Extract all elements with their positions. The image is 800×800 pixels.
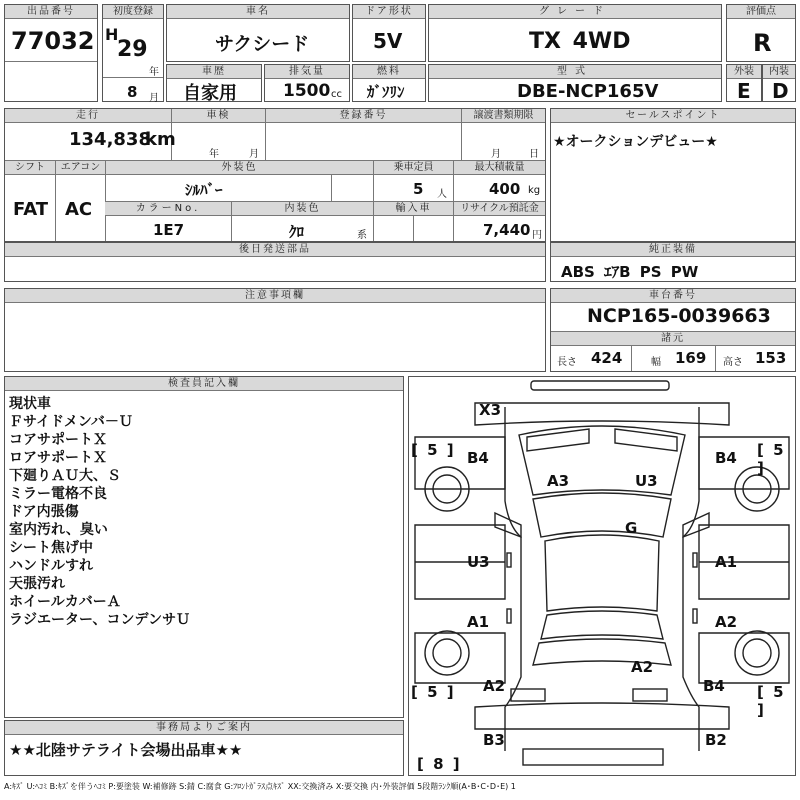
lot-number-label: 出品番号 (5, 5, 97, 19)
int-color-unit: 系 (357, 230, 367, 241)
exterior-cell (726, 64, 762, 102)
body-right (683, 407, 699, 751)
tire-spare: [ 8 ] (417, 755, 462, 773)
tire-rear-right: [ 5 ] (757, 683, 786, 719)
ac: AC (65, 199, 93, 220)
legend: A:ｷｽﾞ U:ﾍｺﾐ B:ｷｽﾞを伴うﾍｺﾐ P:要塗装 W:補修跡 S:錆 C:腐食 G:ﾌﾛﾝﾄｶﾞﾗｽ点ｷｽﾞ XX:交換済み X:要交換 内･外装評価 5段階ﾗﾝｸ順(A･B･C･D･E) 1 (4, 782, 516, 791)
shift-label: シフト (5, 161, 55, 175)
diagram-label: U3 (635, 472, 658, 490)
office-notice-cell (4, 720, 404, 776)
rear-glass (541, 611, 663, 639)
grade-cell (428, 4, 722, 62)
grade-label: グレード (429, 5, 721, 19)
shift: FAT (13, 199, 49, 220)
sales-point: ★オークションデビュー★ (553, 134, 718, 150)
inspection-month-unit: 月 (249, 149, 259, 160)
door: 5V (373, 29, 403, 53)
sales-point-label: セールスポイント (551, 109, 795, 123)
era: H (105, 25, 119, 44)
front-bumper (475, 403, 729, 425)
roof (545, 535, 659, 611)
inspector-note-line: ハンドルすれ (9, 558, 93, 574)
damage-diagram-cell (408, 376, 796, 776)
diagram-label: A1 (715, 553, 738, 571)
diagram-label: X3 (479, 401, 502, 419)
car-name: サクシード (215, 33, 310, 55)
mileage: 134,838 (69, 129, 151, 150)
displacement-unit: cc (331, 89, 342, 100)
ext-color-label: 外装色 (105, 161, 373, 175)
displacement: 1500 (283, 81, 331, 101)
interior-score: D (772, 79, 789, 103)
fuel: ｶﾞｿﾘﾝ (367, 83, 405, 101)
equipment-cell (550, 242, 796, 282)
diagram-label: A2 (715, 613, 738, 631)
inspector-note-line: シート焦げ中 (9, 540, 93, 556)
inspector-note-line: ロアサポートＸ (9, 450, 107, 466)
tire-front-right: [ 5 ] (757, 441, 786, 477)
caution-label: 注意事項欄 (5, 289, 545, 303)
inspection-label: 車検 (171, 109, 265, 123)
diagram-label: A3 (547, 472, 570, 490)
capacity-unit: 人 (437, 189, 447, 200)
capacity: 5 (413, 180, 424, 198)
year-unit: 年 (149, 67, 159, 78)
later-parts-label: 後日発送部品 (5, 243, 545, 257)
import-label: 輸入車 (373, 202, 453, 216)
chassis-number: NCP165-0039663 (587, 305, 771, 327)
car-diagram (409, 377, 795, 775)
length: 424 (591, 349, 623, 367)
spec-label: 諸元 (551, 331, 795, 346)
rear-bumper (475, 703, 729, 729)
diagram-label: A2 (631, 658, 654, 676)
rear-right-wheel (735, 631, 779, 675)
transfer-label: 譲渡書類期限 (461, 109, 545, 123)
body-left (505, 407, 521, 751)
door-label: ドア形状 (353, 5, 425, 19)
year: 29 (117, 37, 148, 62)
chassis-cell (550, 288, 796, 372)
hood (519, 426, 685, 495)
int-color-label: 内装色 (231, 202, 373, 216)
office-notice-label: 事務局よりご案内 (5, 721, 403, 735)
exterior-label: 外装 (727, 65, 761, 79)
lot-number: 77032 (11, 27, 95, 55)
score-label: 評価点 (727, 5, 795, 19)
length-label: 長さ (557, 357, 577, 368)
transfer-day-unit: 日 (529, 149, 539, 160)
inspector-note-line: ホイールカバーＡ (9, 594, 121, 610)
inspector-note-line: ミラー電格不良 (9, 486, 107, 502)
equipment: ABS ｴｱB PS PW (561, 263, 699, 281)
diagram-label: B2 (705, 731, 727, 749)
spare-tire-area (523, 749, 663, 765)
chassis-label: 車台番号 (551, 289, 795, 303)
sales-point-cell (550, 108, 796, 242)
equipment-label: 純正装備 (551, 243, 795, 257)
color-no-label: カラーNo. (105, 202, 231, 216)
office-notice: ★★北陸サテライト会場出品車★★ (9, 741, 243, 759)
first-registration-label: 初度登録 (103, 5, 163, 19)
height-label: 高さ (723, 357, 743, 368)
month-unit: 月 (149, 93, 159, 104)
car-name-label: 車名 (167, 5, 349, 19)
inspection-year-unit: 年 (209, 149, 219, 160)
diagram-label: B4 (715, 449, 737, 467)
load-label: 最大積載量 (453, 161, 545, 175)
rear-left-wheel (425, 631, 469, 675)
recycle-unit: 円 (532, 230, 542, 241)
tire-front-left: [ 5 ] (411, 441, 456, 459)
diagram-label: B3 (483, 731, 505, 749)
capacity-label: 乗車定員 (373, 161, 453, 175)
inspector-note-line: ドア内張傷 (9, 504, 79, 520)
score-cell (726, 4, 796, 62)
diagram-label: A2 (483, 677, 506, 695)
diagram-label: B4 (703, 677, 725, 695)
interior-cell (762, 64, 796, 102)
first-registration-cell (102, 4, 164, 102)
windshield (533, 493, 671, 537)
inspector-note-line: コアサポートＸ (9, 432, 107, 448)
caution-cell (4, 288, 546, 372)
right-taillight (633, 689, 667, 701)
door-cell (352, 4, 426, 62)
color-no: 1E7 (153, 221, 185, 239)
width-label: 幅 (651, 357, 661, 368)
inspector-note-line: 現状車 (9, 396, 51, 412)
fuel-label: 燃料 (353, 65, 425, 79)
interior-label: 内装 (763, 65, 795, 79)
mileage-label: 走行 (5, 109, 171, 123)
height: 153 (755, 349, 787, 367)
model-label: 型式 (429, 65, 721, 79)
diagram-label: G (625, 519, 638, 537)
diagram-label: A1 (467, 613, 490, 631)
diagram-label: U3 (467, 553, 490, 571)
ext-color: ｼﾙﾊﾞｰ (185, 181, 223, 199)
fuel-cell (352, 64, 426, 102)
front-bumper-top (531, 381, 669, 390)
recycle: 7,440 (483, 221, 531, 239)
int-color: ｸﾛ (289, 223, 305, 241)
inspector-note-line: Ｆサイドメンバ－Ｕ (9, 414, 133, 430)
month: 8 (127, 83, 138, 101)
lot-number-cell (4, 4, 98, 102)
history-label: 車歴 (167, 65, 261, 79)
inspector-notes-list (9, 395, 190, 629)
exterior-score: E (737, 79, 751, 103)
tire-rear-left: [ 5 ] (411, 683, 456, 701)
inspector-note-line: 室内汚れ、臭い (9, 522, 108, 538)
reg-no-label: 登録番号 (265, 109, 461, 123)
width: 169 (675, 349, 707, 367)
ac-label: エアコン (55, 161, 105, 175)
model: DBE-NCP165V (517, 81, 659, 102)
left-taillight (511, 689, 545, 701)
mileage-unit: km (145, 129, 176, 150)
mid-info-block (4, 108, 546, 242)
car-name-cell (166, 4, 350, 62)
inspector-notes-cell (4, 376, 404, 718)
history: 自家用 (183, 83, 237, 104)
diagram-label: B4 (467, 449, 489, 467)
displacement-label: 排気量 (265, 65, 349, 79)
inspector-notes-label: 検査員記入欄 (5, 377, 403, 391)
inspector-note-line: ラジエーター、コンデンサＵ (9, 612, 191, 628)
load-unit: kg (528, 185, 541, 196)
load: 400 (489, 180, 521, 198)
recycle-label: リサイクル預託金 (453, 202, 545, 216)
grade: TX 4WD (529, 29, 631, 54)
score: R (753, 29, 772, 57)
displacement-cell (264, 64, 350, 102)
history-cell (166, 64, 262, 102)
inspector-note-line: 天張汚れ (9, 576, 65, 592)
transfer-month-unit: 月 (491, 149, 501, 160)
model-cell (428, 64, 722, 102)
inspector-note-line: 下廻りＡＵ大、Ｓ (9, 468, 121, 484)
later-parts-cell (4, 242, 546, 282)
